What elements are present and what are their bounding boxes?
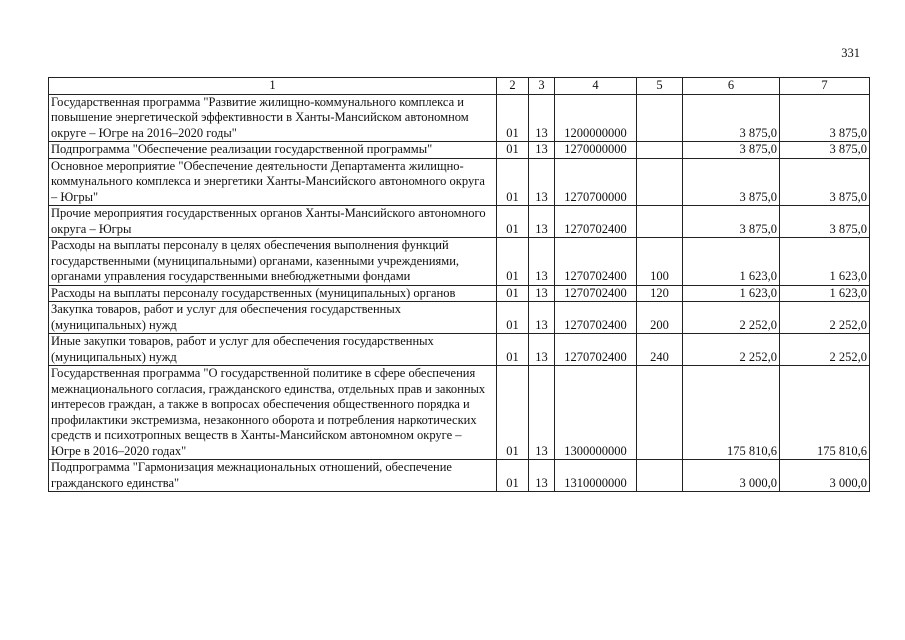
row-name: Закупка товаров, работ и услуг для обеспечения государственных (муниципальных) нужд: [49, 302, 497, 334]
row-expense-type: [637, 158, 683, 206]
header-cell-3: 3: [529, 78, 555, 95]
header-cell-7: 7: [780, 78, 870, 95]
header-cell-5: 5: [637, 78, 683, 95]
table-row: [49, 460, 870, 492]
row-subsection: 13: [529, 238, 555, 286]
row-target-article: 1270702400: [555, 285, 637, 302]
table-row: [49, 94, 870, 142]
header-cell-6: 6: [683, 78, 780, 95]
row-target-article: 1300000000: [555, 366, 637, 460]
row-target-article: 1270700000: [555, 158, 637, 206]
row-sum-2: 3 000,0: [780, 460, 870, 492]
row-target-article: 1270702400: [555, 206, 637, 238]
row-sum-1: 1 623,0: [683, 238, 780, 286]
row-subsection: 13: [529, 158, 555, 206]
row-name: Расходы на выплаты персоналу государственных (муниципальных) органов: [49, 285, 497, 302]
row-subsection: 13: [529, 142, 555, 159]
table-row: [49, 285, 870, 302]
row-section: 01: [497, 366, 529, 460]
row-name: Подпрограмма "Гармонизация межнациональных отношений, обеспечение гражданского единства": [49, 460, 497, 492]
row-sum-1: 3 875,0: [683, 94, 780, 142]
row-name: Подпрограмма "Обеспечение реализации государственной программы": [49, 142, 497, 159]
row-target-article: 1270702400: [555, 302, 637, 334]
row-expense-type: [637, 366, 683, 460]
row-sum-1: 2 252,0: [683, 334, 780, 366]
row-subsection: 13: [529, 302, 555, 334]
row-expense-type: 240: [637, 334, 683, 366]
row-section: 01: [497, 158, 529, 206]
table-row: [49, 334, 870, 366]
budget-table: [48, 77, 870, 492]
row-target-article: 1270702400: [555, 334, 637, 366]
row-subsection: 13: [529, 334, 555, 366]
row-subsection: 13: [529, 94, 555, 142]
row-section: 01: [497, 302, 529, 334]
row-sum-1: 1 623,0: [683, 285, 780, 302]
row-section: 01: [497, 285, 529, 302]
row-name: Расходы на выплаты персоналу в целях обеспечения выполнения функций государственными (муниципальными) органами, казенными учреждениями, органами управления государственными внебюджетными фондами: [49, 238, 497, 286]
row-expense-type: [637, 460, 683, 492]
row-sum-2: 1 623,0: [780, 238, 870, 286]
row-expense-type: [637, 206, 683, 238]
row-expense-type: 100: [637, 238, 683, 286]
row-section: 01: [497, 334, 529, 366]
table-row: [49, 206, 870, 238]
row-section: 01: [497, 238, 529, 286]
row-sum-2: 3 875,0: [780, 158, 870, 206]
row-subsection: 13: [529, 285, 555, 302]
row-section: 01: [497, 142, 529, 159]
row-sum-1: 3 875,0: [683, 206, 780, 238]
header-row: [49, 78, 870, 95]
row-expense-type: [637, 94, 683, 142]
header-cell-2: 2: [497, 78, 529, 95]
row-section: 01: [497, 206, 529, 238]
row-name: Государственная программа "О государственной политике в сфере обеспечения межнационального согласия, гражданского единства, отдельных прав и законных интересов граждан, а также в вопросах обеспечения общественного порядка и профилактики экстремизма, незаконного оборота и потребления наркотических средств и психотропных веществ в Ханты-Мансийском автономном округе – Югре в 2016–2020 годах": [49, 366, 497, 460]
row-sum-2: 175 810,6: [780, 366, 870, 460]
row-expense-type: 120: [637, 285, 683, 302]
row-sum-1: 3 875,0: [683, 142, 780, 159]
table-row: [49, 302, 870, 334]
row-section: 01: [497, 94, 529, 142]
row-expense-type: 200: [637, 302, 683, 334]
row-sum-2: 2 252,0: [780, 334, 870, 366]
table-row: [49, 158, 870, 206]
table-row: [49, 142, 870, 159]
header-cell-1: 1: [49, 78, 497, 95]
row-name: Основное мероприятие "Обеспечение деятельности Департамента жилищно-коммунального комплекса и энергетики Ханты-Мансийского автономного округа – Югры": [49, 158, 497, 206]
row-section: 01: [497, 460, 529, 492]
row-sum-1: 3 875,0: [683, 158, 780, 206]
row-sum-1: 3 000,0: [683, 460, 780, 492]
row-subsection: 13: [529, 460, 555, 492]
row-expense-type: [637, 142, 683, 159]
row-target-article: 1270702400: [555, 238, 637, 286]
row-target-article: 1270000000: [555, 142, 637, 159]
row-sum-2: 2 252,0: [780, 302, 870, 334]
row-subsection: 13: [529, 366, 555, 460]
table-row: [49, 238, 870, 286]
row-name: Прочие мероприятия государственных органов Ханты-Мансийского автономного округа – Югры: [49, 206, 497, 238]
table-row: [49, 366, 870, 460]
page-number: 331: [841, 46, 860, 60]
row-name: Государственная программа "Развитие жилищно-коммунального комплекса и повышение энергетической эффективности в Ханты-Мансийском автономном округе – Югре на 2016–2020 годы": [49, 94, 497, 142]
row-sum-2: 3 875,0: [780, 94, 870, 142]
header-cell-4: 4: [555, 78, 637, 95]
row-name: Иные закупки товаров, работ и услуг для обеспечения государственных (муниципальных) нужд: [49, 334, 497, 366]
row-target-article: 1200000000: [555, 94, 637, 142]
row-sum-1: 175 810,6: [683, 366, 780, 460]
row-sum-1: 2 252,0: [683, 302, 780, 334]
row-sum-2: 3 875,0: [780, 206, 870, 238]
row-sum-2: 3 875,0: [780, 142, 870, 159]
row-sum-2: 1 623,0: [780, 285, 870, 302]
row-target-article: 1310000000: [555, 460, 637, 492]
row-subsection: 13: [529, 206, 555, 238]
